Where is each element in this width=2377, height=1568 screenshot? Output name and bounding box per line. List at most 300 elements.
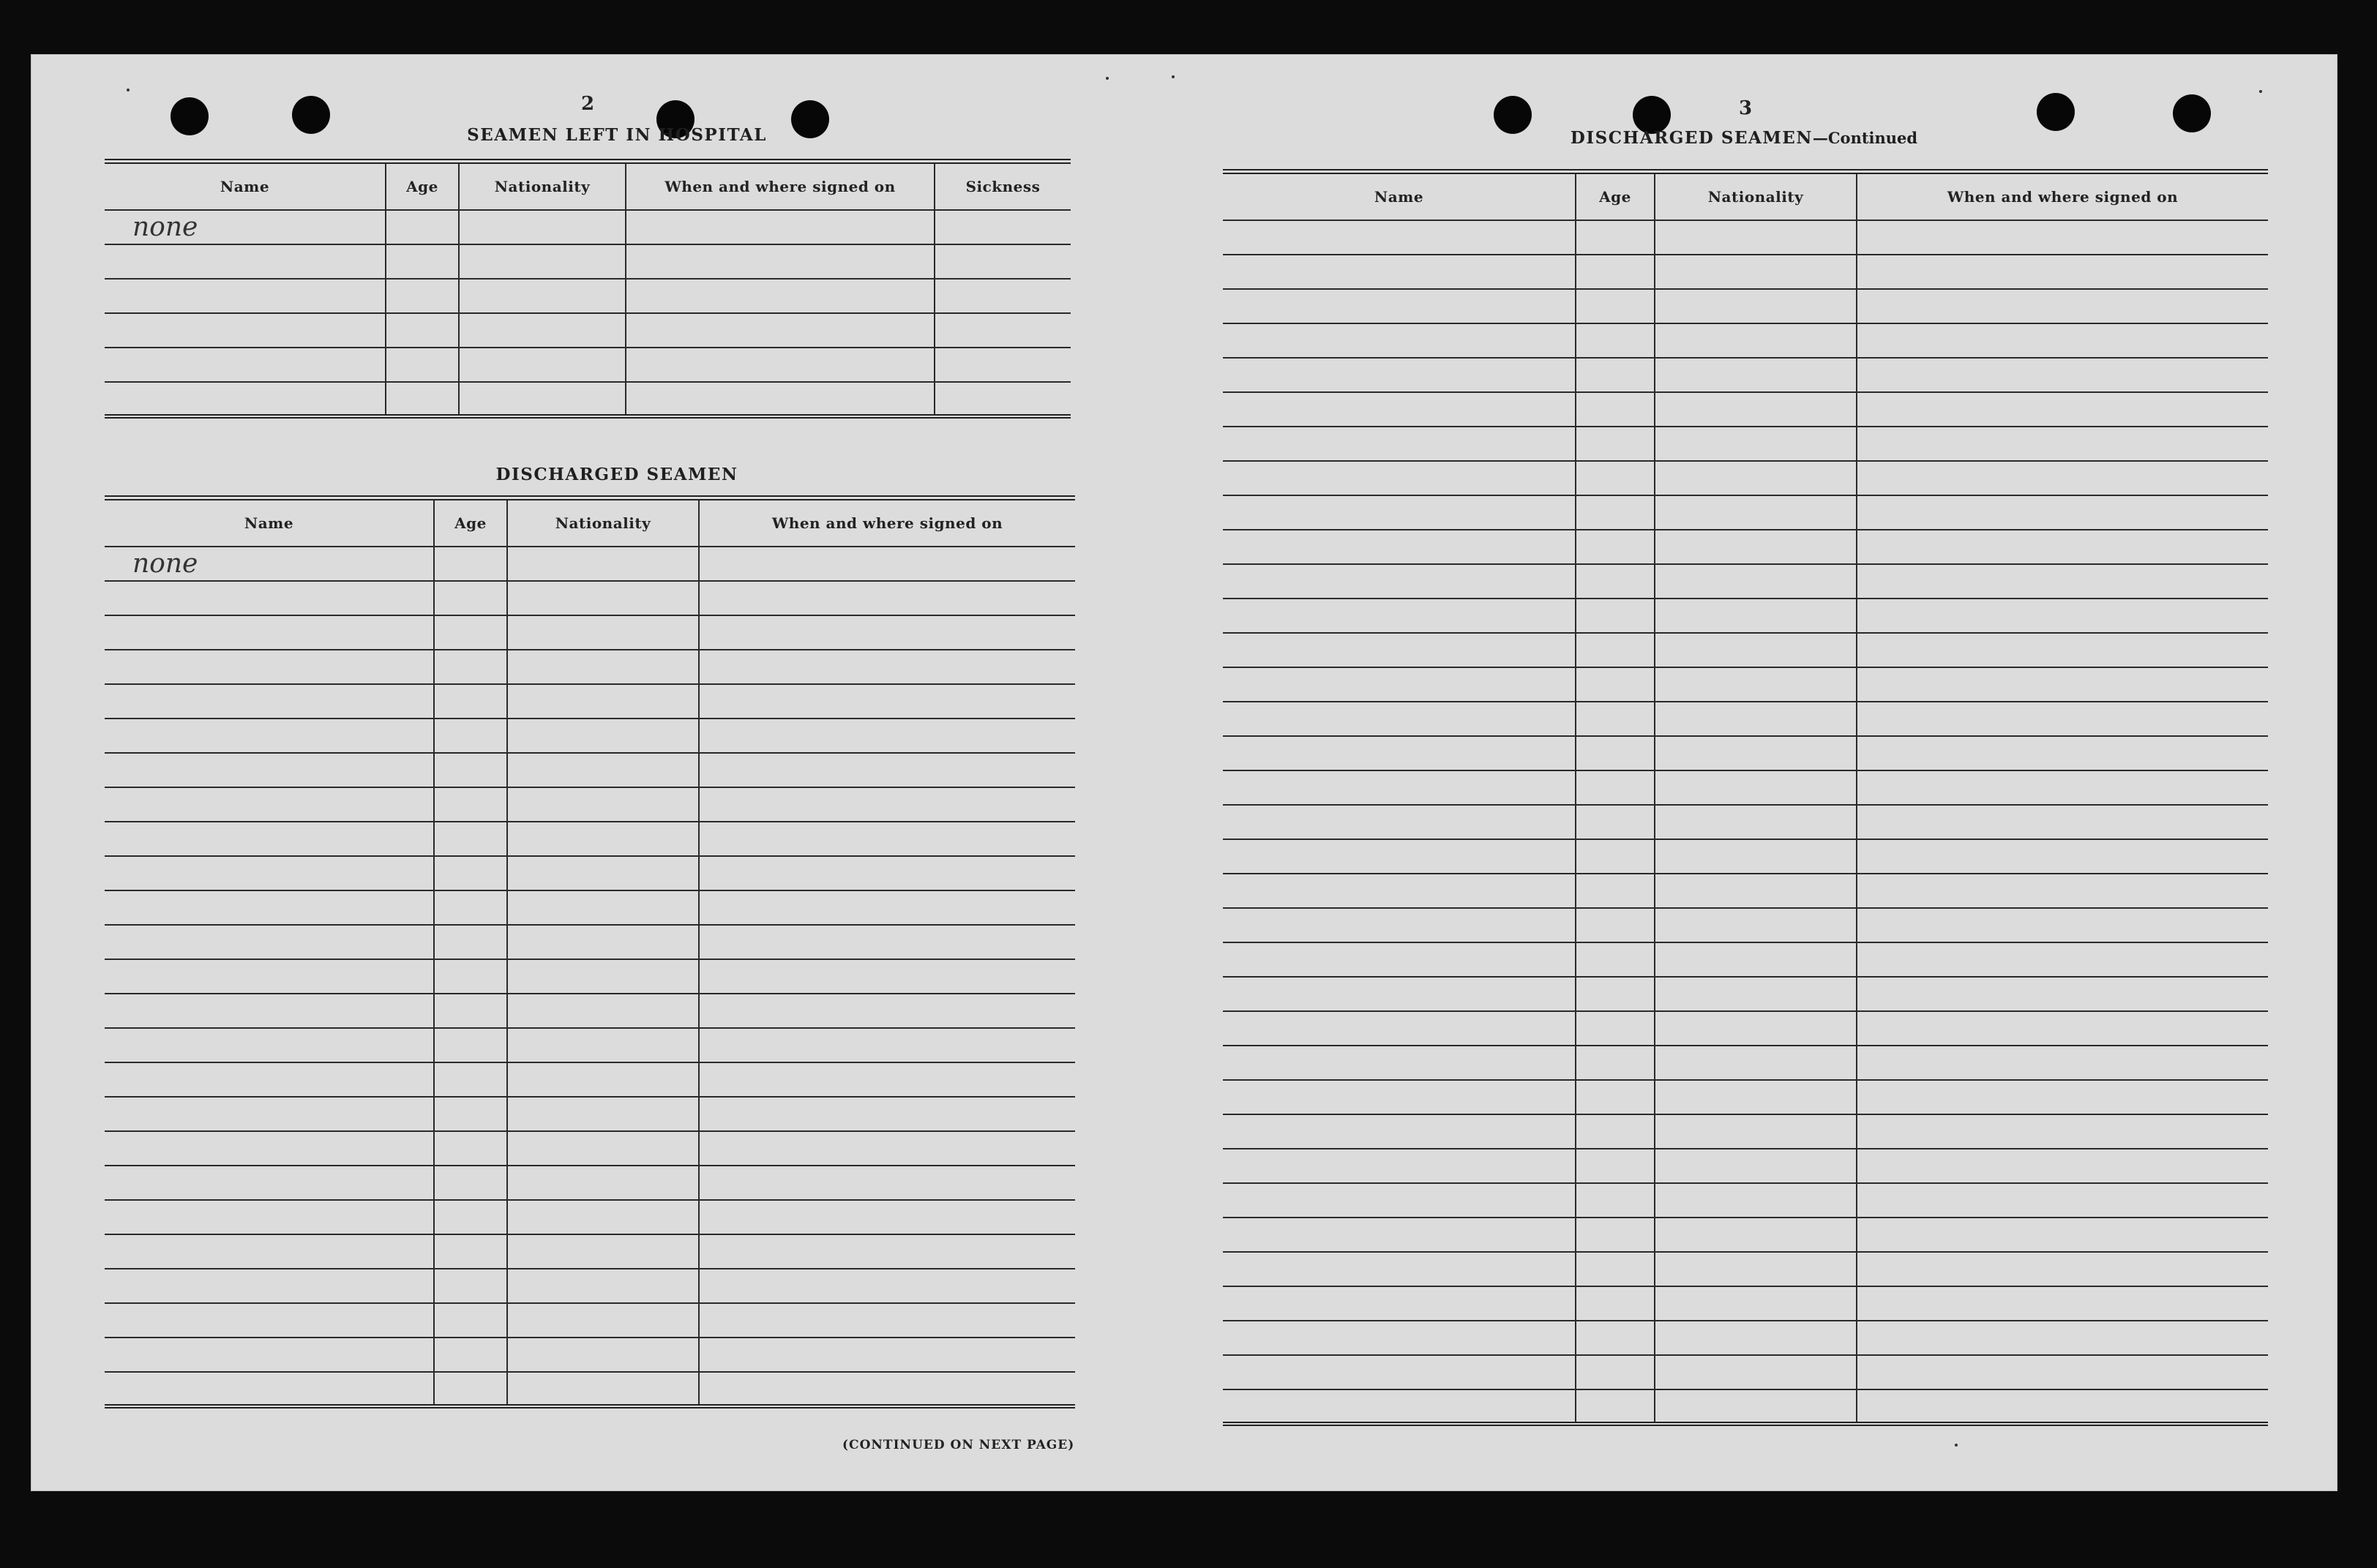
table-cell: [105, 1166, 434, 1200]
table-cell: [1655, 358, 1857, 392]
table-cell: [1223, 289, 1576, 323]
table-cell: [434, 1303, 507, 1338]
table-row: [1223, 839, 2268, 874]
table-cell: [507, 1234, 699, 1269]
table-cell: [1655, 874, 1857, 908]
table-cell: [105, 925, 434, 959]
table-cell: [1857, 599, 2268, 633]
table-cell: [507, 650, 699, 684]
table-cell: [434, 753, 507, 787]
punch-hole: [292, 96, 330, 134]
table-cell: [507, 1028, 699, 1062]
table-cell: [1223, 874, 1576, 908]
table-cell: [935, 348, 1071, 382]
table-cell: [105, 279, 386, 313]
table-cell: [105, 719, 434, 753]
table-cell: [434, 1234, 507, 1269]
table-cell: [1576, 1149, 1655, 1183]
table-cell: [1655, 1252, 1857, 1286]
table-cell: [105, 787, 434, 822]
table-row: [1223, 1011, 2268, 1046]
table-cell: [1655, 461, 1857, 495]
table-row: [1223, 495, 2268, 530]
table-cell: [386, 382, 459, 416]
table-cell: [699, 822, 1075, 856]
table-row: [105, 925, 1075, 959]
table-cell: [1576, 461, 1655, 495]
table-cell: [507, 856, 699, 890]
table-cell: [1576, 977, 1655, 1011]
table-cell: [1857, 1321, 2268, 1355]
table-cell: [1576, 427, 1655, 461]
table-cell: [1223, 839, 1576, 874]
table-cell: [105, 1303, 434, 1338]
table-cell: [507, 1166, 699, 1200]
table-cell: [1223, 770, 1576, 805]
column-header-age: Age: [434, 498, 507, 547]
table-cell: [1655, 702, 1857, 736]
table-row: [1223, 874, 2268, 908]
hospital-section-title: SEAMEN LEFT IN HOSPITAL: [467, 125, 767, 145]
table-cell: [699, 856, 1075, 890]
table-cell: [434, 1062, 507, 1097]
table-cell: [1857, 495, 2268, 530]
table-cell: [105, 650, 434, 684]
table-cell: [1857, 770, 2268, 805]
table-cell: [1576, 702, 1655, 736]
discharged-table: [105, 495, 1075, 1408]
table-row: [1223, 805, 2268, 839]
table-cell: [1655, 1011, 1857, 1046]
table-cell: [507, 719, 699, 753]
table-cell: [1857, 736, 2268, 770]
table-cell: [1223, 1011, 1576, 1046]
table-cell: [1576, 1355, 1655, 1389]
table-cell: [386, 210, 459, 244]
table-cell: [1857, 289, 2268, 323]
table-cell: [1655, 1114, 1857, 1149]
discharged-continued-table: [1223, 169, 2268, 1426]
table-cell: [1655, 1355, 1857, 1389]
table-cell: [1857, 358, 2268, 392]
table-cell: [699, 994, 1075, 1028]
table-cell: [105, 1234, 434, 1269]
table-row: [1223, 1321, 2268, 1355]
table-row: [105, 959, 1075, 994]
table-row: [1223, 220, 2268, 255]
table-cell: [1655, 942, 1857, 977]
table-cell: [507, 1131, 699, 1166]
table-cell: [1857, 942, 2268, 977]
table-cell: [1655, 1149, 1857, 1183]
table-cell: [507, 615, 699, 650]
table-row: [1223, 633, 2268, 667]
table-cell: [1857, 1011, 2268, 1046]
table-cell: [1576, 1389, 1655, 1424]
table-cell: [1576, 1183, 1655, 1218]
table-cell: [1857, 1355, 2268, 1389]
column-header-nationality: Nationality: [1655, 172, 1857, 221]
table-cell: [1223, 1389, 1576, 1424]
table-cell: [1655, 599, 1857, 633]
table-cell: [105, 1200, 434, 1234]
ink-speck: [1106, 77, 1109, 80]
table-cell: [1857, 667, 2268, 702]
table-cell: [1223, 805, 1576, 839]
table-cell: [434, 719, 507, 753]
table-cell: [1223, 530, 1576, 564]
table-cell: [1223, 427, 1576, 461]
table-cell: [1655, 530, 1857, 564]
table-row: [105, 1028, 1075, 1062]
table-cell: [1857, 1149, 2268, 1183]
table-cell: [105, 313, 386, 348]
table-row: [105, 994, 1075, 1028]
document-sheet: [31, 54, 2337, 1491]
table-cell: [105, 684, 434, 719]
continued-footer: (CONTINUED ON NEXT PAGE): [842, 1438, 1075, 1452]
table-cell: [105, 1131, 434, 1166]
table-cell: [1223, 1183, 1576, 1218]
table-cell: [434, 1131, 507, 1166]
table-cell: [1223, 633, 1576, 667]
table-cell: [699, 753, 1075, 787]
table-row: [105, 313, 1071, 348]
table-cell: [699, 547, 1075, 581]
table-cell: [1576, 1286, 1655, 1321]
table-cell: [1576, 1252, 1655, 1286]
table-cell: [1576, 564, 1655, 599]
hospital-table: [105, 159, 1071, 419]
table-cell: [507, 994, 699, 1028]
table-cell: [1655, 839, 1857, 874]
table-cell: [1857, 1218, 2268, 1252]
table-cell: [434, 1028, 507, 1062]
table-cell: [434, 615, 507, 650]
table-cell: [459, 313, 626, 348]
table-cell: [1223, 564, 1576, 599]
table-cell: [1223, 1321, 1576, 1355]
column-header-nationality: Nationality: [507, 498, 699, 547]
table-cell: [507, 787, 699, 822]
table-row: [1223, 427, 2268, 461]
title-main: DISCHARGED SEAMEN: [1570, 128, 1813, 148]
table-cell: [507, 684, 699, 719]
column-header-age: Age: [386, 162, 459, 211]
table-cell: [1223, 358, 1576, 392]
table-row: [1223, 1252, 2268, 1286]
column-header-nationality: Nationality: [459, 162, 626, 211]
table-cell: [105, 1097, 434, 1131]
table-cell: [699, 615, 1075, 650]
table-cell: [699, 1269, 1075, 1303]
table-row: [1223, 1080, 2268, 1114]
table-cell: [105, 615, 434, 650]
table-cell: [1576, 530, 1655, 564]
table-cell: [105, 1062, 434, 1097]
table-cell: [1857, 323, 2268, 358]
table-cell: [1576, 1321, 1655, 1355]
table-cell: [935, 244, 1071, 279]
table-cell: [459, 279, 626, 313]
table-cell: [1576, 839, 1655, 874]
table-cell: [105, 382, 386, 416]
table-cell: [1576, 1046, 1655, 1080]
table-row: [1223, 702, 2268, 736]
table-row: [1223, 255, 2268, 289]
table-cell: [507, 1062, 699, 1097]
table-row: [1223, 1149, 2268, 1183]
column-header-signed-on: When and where signed on: [699, 498, 1075, 547]
table-row: [1223, 564, 2268, 599]
table-cell: [1223, 942, 1576, 977]
table-cell: [1576, 323, 1655, 358]
table-cell: [699, 581, 1075, 615]
table-cell: [434, 925, 507, 959]
table-row: [1223, 942, 2268, 977]
table-cell: [1655, 1046, 1857, 1080]
table-cell: [1857, 1389, 2268, 1424]
table-cell: [1223, 323, 1576, 358]
punch-hole: [171, 97, 209, 135]
table-cell: [699, 1062, 1075, 1097]
table-row: [105, 753, 1075, 787]
table-cell: [459, 244, 626, 279]
table-cell: [699, 684, 1075, 719]
table-cell: [1655, 1080, 1857, 1114]
discharged-continued-title: [1510, 128, 1978, 148]
table-cell: [699, 719, 1075, 753]
table-cell: [1655, 667, 1857, 702]
table-cell: [1857, 1114, 2268, 1149]
table-cell: [105, 994, 434, 1028]
table-cell: [1655, 908, 1857, 942]
table-cell: [1655, 255, 1857, 289]
table-row: [105, 615, 1075, 650]
table-cell: [507, 822, 699, 856]
table-cell: [1223, 702, 1576, 736]
table-cell: [1857, 1252, 2268, 1286]
ink-speck: [127, 89, 130, 91]
table-cell: [1576, 633, 1655, 667]
table-cell: [434, 1097, 507, 1131]
table-row: [1223, 1389, 2268, 1424]
table-cell: [1857, 977, 2268, 1011]
table-cell: [1223, 392, 1576, 427]
table-cell: [1857, 255, 2268, 289]
table-cell: [1576, 667, 1655, 702]
table-cell: [1223, 1252, 1576, 1286]
table-cell: [1857, 1286, 2268, 1321]
table-row: [1223, 908, 2268, 942]
table-cell: [1857, 874, 2268, 908]
table-cell: [1857, 564, 2268, 599]
table-row: [1223, 358, 2268, 392]
table-cell: [434, 822, 507, 856]
table-row: [1223, 1046, 2268, 1080]
table-cell: [1223, 461, 1576, 495]
table-cell: [699, 1338, 1075, 1372]
table-cell: [507, 1097, 699, 1131]
table-cell: [699, 1200, 1075, 1234]
table-cell: [105, 959, 434, 994]
table-cell: [434, 1269, 507, 1303]
table-row: [1223, 1286, 2268, 1321]
table-cell: [1857, 1183, 2268, 1218]
table-cell: [434, 994, 507, 1028]
table-row: [105, 348, 1071, 382]
table-cell: [1223, 1080, 1576, 1114]
table-cell: [507, 753, 699, 787]
table-row: [105, 1166, 1075, 1200]
table-cell: [507, 959, 699, 994]
table-cell: [507, 925, 699, 959]
column-header-name: Name: [105, 498, 434, 547]
table-row: [105, 1234, 1075, 1269]
table-cell: [1223, 1149, 1576, 1183]
hospital-header-row: [105, 162, 1071, 211]
table-cell: [1223, 255, 1576, 289]
table-cell: [699, 1234, 1075, 1269]
table-cell: [386, 313, 459, 348]
table-cell: [434, 1372, 507, 1406]
table-row: [105, 547, 1075, 581]
table-cell: [434, 547, 507, 581]
punch-hole: [2173, 94, 2211, 132]
table-cell: [699, 959, 1075, 994]
table-cell: [699, 925, 1075, 959]
table-row: [105, 1200, 1075, 1234]
table-cell: [507, 890, 699, 925]
table-cell: [1655, 392, 1857, 427]
table-cell: [1223, 736, 1576, 770]
ink-speck: [2259, 90, 2262, 93]
table-cell: [1576, 289, 1655, 323]
table-row: [105, 244, 1071, 279]
table-cell: [1576, 1114, 1655, 1149]
table-cell: [699, 650, 1075, 684]
table-cell: [1576, 358, 1655, 392]
table-cell: [1576, 495, 1655, 530]
table-cell: [1223, 1046, 1576, 1080]
table-cell: [699, 1097, 1075, 1131]
table-cell: [1223, 495, 1576, 530]
table-row: [105, 1372, 1075, 1406]
table-cell: [1857, 702, 2268, 736]
column-header-age: Age: [1576, 172, 1655, 221]
table-cell: [1576, 874, 1655, 908]
table-cell: [1223, 977, 1576, 1011]
table-cell: [1857, 1080, 2268, 1114]
table-cell: [105, 856, 434, 890]
table-cell: [1655, 736, 1857, 770]
table-cell: [1655, 1321, 1857, 1355]
table-cell: [1655, 495, 1857, 530]
table-row: [1223, 1218, 2268, 1252]
table-cell: [1223, 1218, 1576, 1252]
table-cell: [1223, 1355, 1576, 1389]
table-cell: [507, 547, 699, 581]
table-row: [105, 787, 1075, 822]
discharged-section-title: DISCHARGED SEAMEN: [495, 465, 738, 484]
table-row: [1223, 461, 2268, 495]
table-cell: [507, 581, 699, 615]
table-cell: [699, 1303, 1075, 1338]
table-cell: [1576, 770, 1655, 805]
title-suffix: —Continued: [1812, 129, 1918, 147]
table-row: [1223, 1183, 2268, 1218]
table-cell: [105, 890, 434, 925]
table-cell: [105, 753, 434, 787]
table-row: [105, 1062, 1075, 1097]
table-cell: [1857, 633, 2268, 667]
table-cell: [434, 1338, 507, 1372]
page-number-left: 2: [580, 93, 595, 115]
table-cell: [105, 1372, 434, 1406]
table-cell: [1576, 1218, 1655, 1252]
table-cell: [386, 279, 459, 313]
table-row: [105, 1303, 1075, 1338]
table-row: [1223, 1355, 2268, 1389]
table-row: [1223, 530, 2268, 564]
table-cell: [1857, 427, 2268, 461]
table-row: [1223, 599, 2268, 633]
table-cell: [1223, 908, 1576, 942]
table-cell: [1576, 392, 1655, 427]
table-cell: [1223, 667, 1576, 702]
table-row: [105, 581, 1075, 615]
table-cell: [1223, 599, 1576, 633]
continued-header-row: [1223, 172, 2268, 221]
table-cell: [1857, 805, 2268, 839]
table-cell: [935, 210, 1071, 244]
discharged-header-row: [105, 498, 1075, 547]
handwritten-entry: none: [105, 547, 434, 581]
ink-speck: [1955, 1444, 1958, 1447]
table-row: [1223, 667, 2268, 702]
table-cell: [434, 856, 507, 890]
table-cell: [434, 787, 507, 822]
table-cell: [1655, 1389, 1857, 1424]
table-row: [105, 1131, 1075, 1166]
table-cell: [434, 1200, 507, 1234]
table-cell: [626, 313, 935, 348]
table-row: [105, 382, 1071, 416]
table-cell: [1576, 942, 1655, 977]
table-row: [105, 1097, 1075, 1131]
table-cell: [699, 890, 1075, 925]
table-cell: [1857, 392, 2268, 427]
table-cell: [105, 1338, 434, 1372]
table-cell: [699, 1028, 1075, 1062]
table-cell: [1655, 564, 1857, 599]
table-cell: [935, 313, 1071, 348]
table-cell: [1576, 255, 1655, 289]
table-row: [1223, 1114, 2268, 1149]
table-row: [1223, 977, 2268, 1011]
table-cell: [1857, 839, 2268, 874]
table-cell: [1655, 323, 1857, 358]
table-cell: [699, 1131, 1075, 1166]
table-cell: [386, 348, 459, 382]
table-cell: [1857, 461, 2268, 495]
table-row: [1223, 323, 2268, 358]
table-cell: [105, 581, 434, 615]
table-cell: [507, 1200, 699, 1234]
table-cell: [459, 210, 626, 244]
table-cell: [1655, 1218, 1857, 1252]
ink-speck: [1172, 75, 1175, 78]
